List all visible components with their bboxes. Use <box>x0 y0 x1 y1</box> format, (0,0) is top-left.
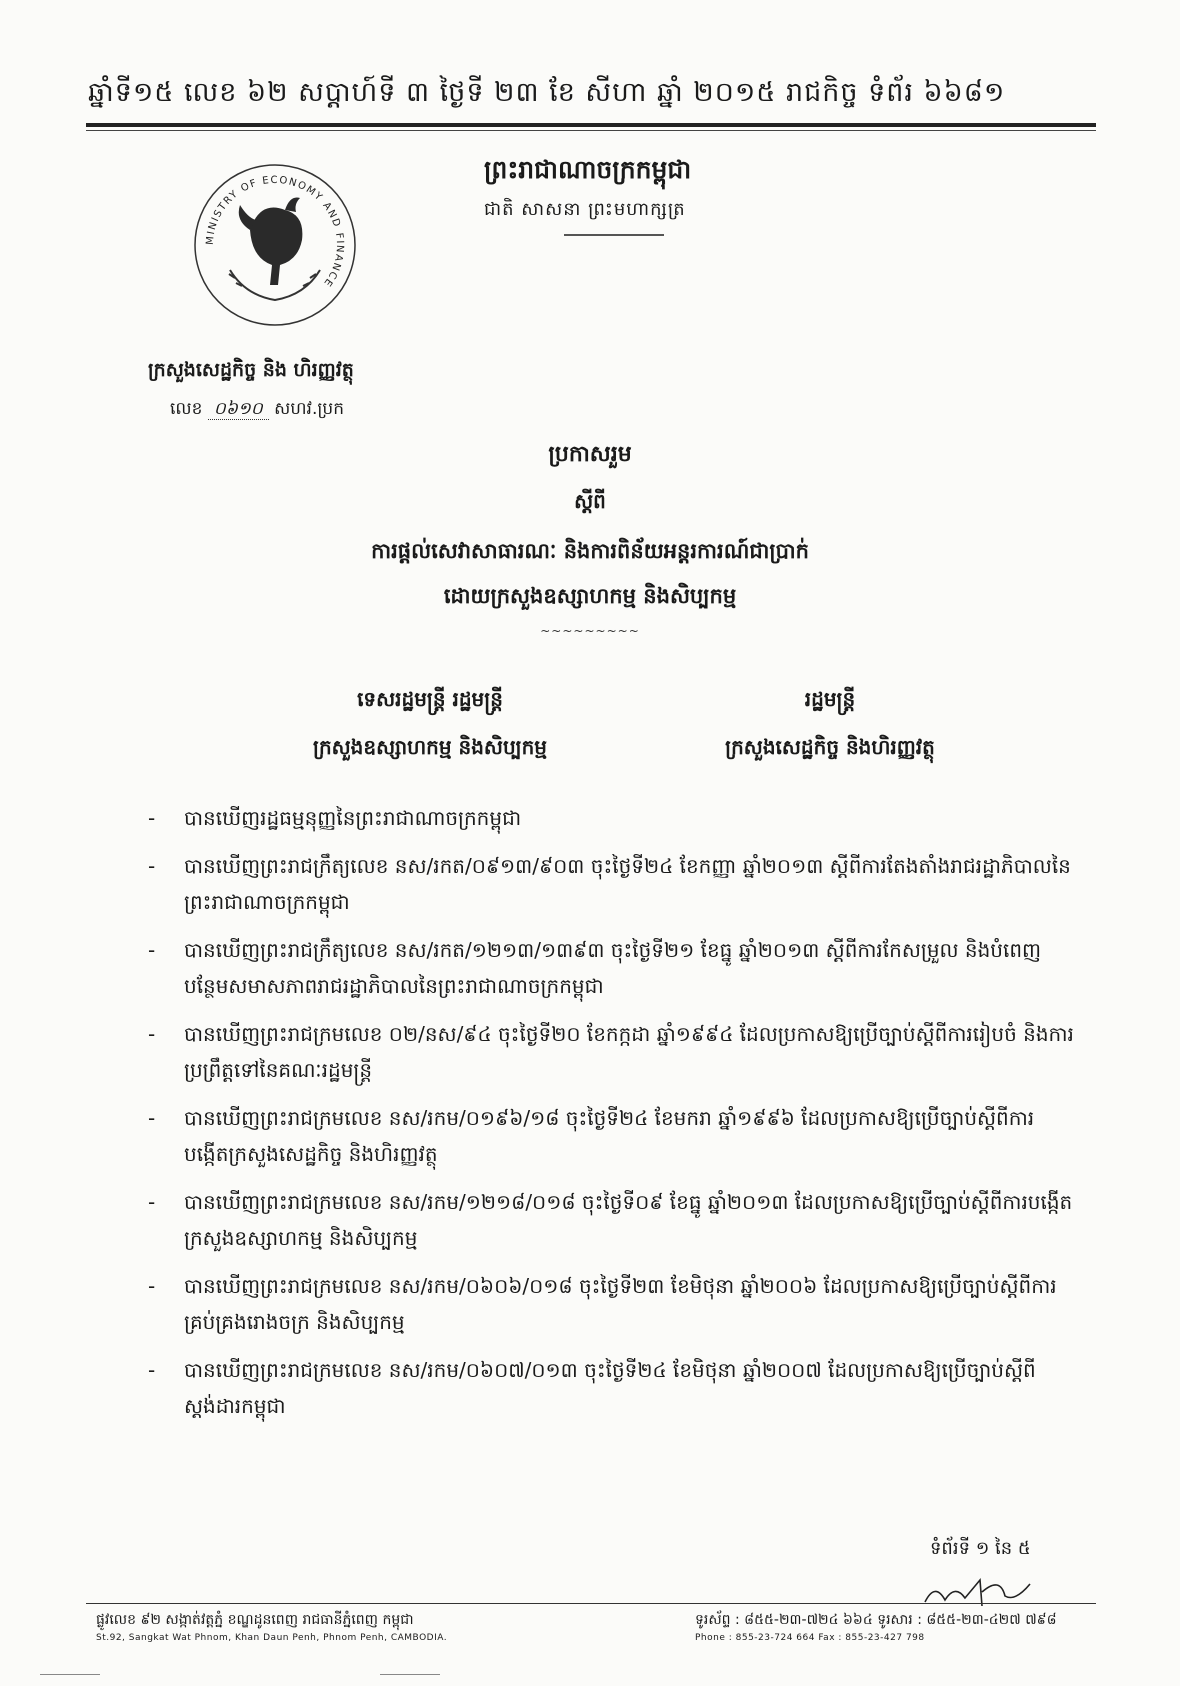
motto-ornament <box>564 234 664 236</box>
visa-item: - បានឃើញព្រះរាជក្រឹត្យលេខ នស/រកត/១២១៣/១៣៩៣ ចុះថ្ងៃទី២១ ខែធ្នូ ឆ្នាំ២០១៣ ស្តីពីការកែសម្រួល និងបំពេញបន្ថែមសមាសភាពរាជរដ្ឋាភិបាលនៃព្រះរាជាណាចក្រកម្ពុជា <box>148 938 1042 998</box>
kingdom-motto: ជាតិ សាសនា ព្រះមហាក្សត្រ <box>484 199 686 220</box>
header-rule <box>86 123 1096 127</box>
footer-address <box>96 1610 447 1643</box>
kingdom-heading <box>484 155 814 236</box>
signatory-right-ministry: ក្រសួងសេដ្ឋកិច្ច និងហិរញ្ញវត្ថុ <box>725 735 935 759</box>
doc-type: ប្រកាសរួម <box>548 442 632 467</box>
visa-item: - បានឃើញព្រះរាជក្រមលេខ ០២/នស/៩៤ ចុះថ្ងៃទី២០ ខែកក្កដា ឆ្នាំ១៩៩៤ ដែលប្រកាសឱ្យប្រើច្បាប់ស្តីពីការរៀបចំ និងការប្រព្រឹត្តទៅនៃគណៈរដ្ឋមន្ត្រី <box>148 1022 1074 1082</box>
ref-number: ០៦១០ <box>208 399 269 420</box>
signatory-left-title: ទេសរដ្ឋមន្ត្រី រដ្ឋមន្ត្រី <box>357 687 503 711</box>
reference-number <box>170 398 344 423</box>
seal-ring-text: MINISTRY OF ECONOMY AND FINANCE <box>204 174 346 290</box>
subject-line-2: ដោយក្រសួងឧស្សាហកម្ម និងសិប្បកម្ម <box>443 584 737 608</box>
signatory-right <box>660 686 1000 764</box>
visa-item: - បានឃើញព្រះរាជក្រមលេខ នស/រកម/១២១៨/០១៨ ចុះថ្ងៃទី០៩ ខែធ្នូ ឆ្នាំ២០១៣ ដែលប្រកាសឱ្យប្រើច្បាប់ស្តីពីការបង្កើតក្រសួងឧស្សាហកម្ម និងសិប្បកម្ម <box>148 1190 1073 1250</box>
doc-about: ស្តីពី <box>574 489 606 513</box>
ref-prefix: លេខ <box>170 399 203 419</box>
visa-item: - បានឃើញព្រះរាជក្រមលេខ នស/រកម/០៦០៧/០១៣ ចុះថ្ងៃទី២៤ ខែមិថុនា ឆ្នាំ២០០៧ ដែលប្រកាសឱ្យប្រើច្បាប់ស្តីពីស្តង់ដារកម្ពុជា <box>148 1358 1036 1418</box>
subject-line-1: ការផ្តល់សេវាសាធារណៈ និងការពិន័យអន្តរការណ៍ជាប្រាក់ <box>371 539 809 563</box>
legal-basis-list <box>148 800 1078 1436</box>
phone-kh: ទូរស័ព្ទ : ៨៥៥-២៣-៧២៤ ៦៦៤ ទូរសារ : ៨៥៥-២៣-៤២៧ ៧៩៨ <box>695 1612 1057 1628</box>
kingdom-name: ព្រះរាជាណាចក្រកម្ពុជា <box>484 155 692 184</box>
address-kh: ផ្លូវលេខ ៩២ សង្កាត់វត្តភ្នំ ខណ្ឌដូនពេញ រាជធានីភ្នំពេញ កម្ពុជា <box>96 1612 414 1628</box>
issuing-ministry: ក្រសួងសេដ្ឋកិច្ច និង ហិរញ្ញវត្ថុ <box>148 359 354 381</box>
scan-edge-mark <box>40 1674 100 1675</box>
visa-item: - បានឃើញព្រះរាជក្រមលេខ នស/រកម/០១៩៦/១៨ ចុះថ្ងៃទី២៤ ខែមករា ឆ្នាំ១៩៩៦ ដែលប្រកាសឱ្យប្រើច្បាប់ស្តីពីការបង្កើតក្រសួងសេដ្ឋកិច្ច និងហិរញ្ញវត្ថុ <box>148 1106 1035 1166</box>
document-title <box>0 440 1180 638</box>
handwritten-initials <box>920 1572 1050 1612</box>
address-en: St.92, Sangkat Wat Phnom, Khan Daun Penh, Phnom Penh, CAMBODIA. <box>96 1633 448 1643</box>
visa-item: - បានឃើញរដ្ឋធម្មនុញ្ញនៃព្រះរាជាណាចក្រកម្ពុជា <box>148 806 522 830</box>
rooster-seal-icon <box>190 160 360 330</box>
footer-rule <box>86 1603 1096 1604</box>
phone-en: Phone : 855-23-724 664 Fax : 855-23-427 798 <box>695 1633 925 1643</box>
ref-suffix: សហវ.ប្រក <box>274 399 344 419</box>
signatory-left-ministry: ក្រសួងឧស្សាហកម្ម និងសិប្បកម្ម <box>312 735 547 759</box>
title-ornament: ~~~~~~~~~ <box>540 624 640 638</box>
signatory-right-title: រដ្ឋមន្ត្រី <box>804 687 856 711</box>
footer-contact <box>695 1610 1057 1643</box>
page-number: ទំព័រទី ១ នៃ ៥ <box>930 1538 1031 1559</box>
scan-edge-mark <box>380 1674 440 1675</box>
gazette-header: ឆ្នាំទី១៥ លេខ ៦២ សប្តាហ៍ទី ៣ ថ្ងៃទី ២៣ ខែ សីហា ឆ្នាំ ២០១៥ រាជកិច្ច ទំព័រ ៦៦៨១ <box>88 77 1006 108</box>
visa-item: - បានឃើញព្រះរាជក្រមលេខ នស/រកម/០៦០៦/០១៨ ចុះថ្ងៃទី២៣ ខែមិថុនា ឆ្នាំ២០០៦ ដែលប្រកាសឱ្យប្រើច្បាប់ស្តីពីការគ្រប់គ្រងរោងចក្រ និងសិប្បកម្ម <box>148 1274 1057 1334</box>
signatory-left <box>260 686 600 764</box>
header-rule-thin <box>86 130 1096 131</box>
visa-item: - បានឃើញព្រះរាជក្រឹត្យលេខ នស/រកត/០៩១៣/៩០៣ ចុះថ្ងៃទី២៤ ខែកញ្ញា ឆ្នាំ២០១៣ ស្តីពីការតែងតាំងរាជរដ្ឋាភិបាលនៃព្រះរាជាណាចក្រកម្ពុជា <box>148 854 1071 914</box>
